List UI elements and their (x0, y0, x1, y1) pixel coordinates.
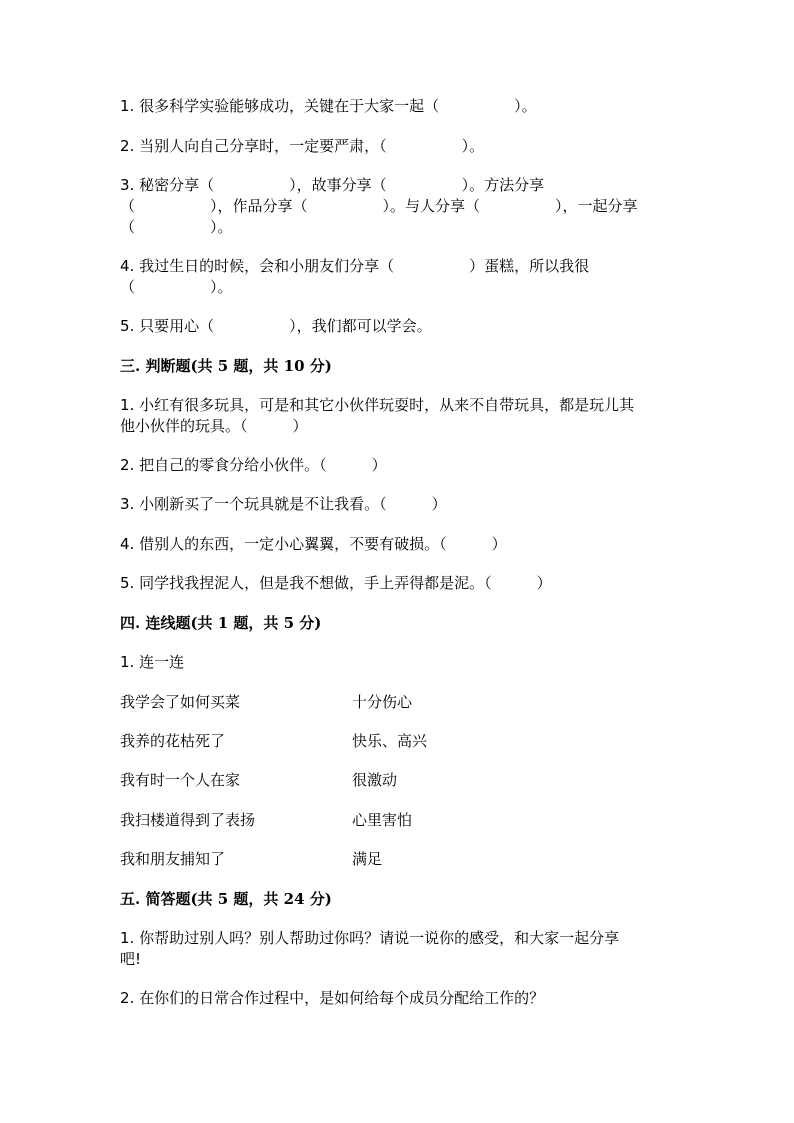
question-text: 5. 同学找我捏泥人，但是我不想做，手上弄得都是泥。（ ） (120, 574, 552, 592)
question-text: 吧! (120, 950, 142, 968)
question-text: 2. 当别人向自己分享时，一定要严肃，（ ）。 (120, 137, 485, 155)
match-left-item: 我和朋友捕知了 (120, 850, 226, 868)
match-left-item: 我扫楼道得到了表扬 (120, 811, 256, 829)
match-left-item: 我有时一个人在家 (120, 771, 241, 789)
question-text: （ ），作品分享（ ）。与人分享（ ），一起分享 (120, 197, 638, 215)
question-text: 4. 我过生日的时候，会和小朋友们分享（ ）蛋糕，所以我很 (120, 257, 590, 275)
section-heading: 五. 简答题(共 5 题，共 24 分) (120, 890, 332, 908)
match-right-item: 十分伤心 (352, 693, 413, 711)
question-text: 3. 秘密分享（ ），故事分享（ ）。方法分享 (120, 176, 545, 194)
question-text: 5. 只要用心（ ），我们都可以学会。 (120, 317, 432, 335)
match-right-item: 满足 (352, 850, 383, 868)
match-right-item: 快乐、高兴 (352, 732, 428, 750)
match-left-item: 我养的花枯死了 (120, 732, 226, 750)
match-right-item: 心里害怕 (352, 811, 413, 829)
match-right-item: 很激动 (352, 771, 398, 789)
question-text: 1. 你帮助过别人吗？别人帮助过你吗？请说一说你的感受，和大家一起分享 (120, 929, 620, 947)
question-text: 2. 把自己的零食分给小伙伴。（ ） (120, 456, 387, 474)
question-text: 3. 小刚新买了一个玩具就是不让我看。（ ） (120, 495, 447, 513)
question-text: 1. 连一连 (120, 653, 185, 671)
question-text: 2. 在你们的日常合作过程中，是如何给每个成员分配给工作的？ (120, 989, 545, 1007)
question-text: 4. 借别人的东西，一定小心翼翼，不要有破损。（ ） (120, 535, 507, 553)
question-text: 1. 小红有很多玩具，可是和其它小伙伴玩耍时，从来不自带玩具，都是玩儿其 (120, 396, 635, 414)
question-text: 1. 很多科学实验能够成功，关键在于大家一起（ ）。 (120, 97, 537, 115)
question-text: 他小伙伴的玩具。（ ） (120, 417, 308, 435)
question-text: （ ）。 (120, 218, 233, 236)
section-heading: 三. 判断题(共 5 题，共 10 分) (120, 357, 332, 375)
match-left-item: 我学会了如何买菜 (120, 693, 241, 711)
section-heading: 四. 连线题(共 1 题，共 5 分) (120, 614, 322, 632)
question-text: （ ）。 (120, 278, 233, 296)
